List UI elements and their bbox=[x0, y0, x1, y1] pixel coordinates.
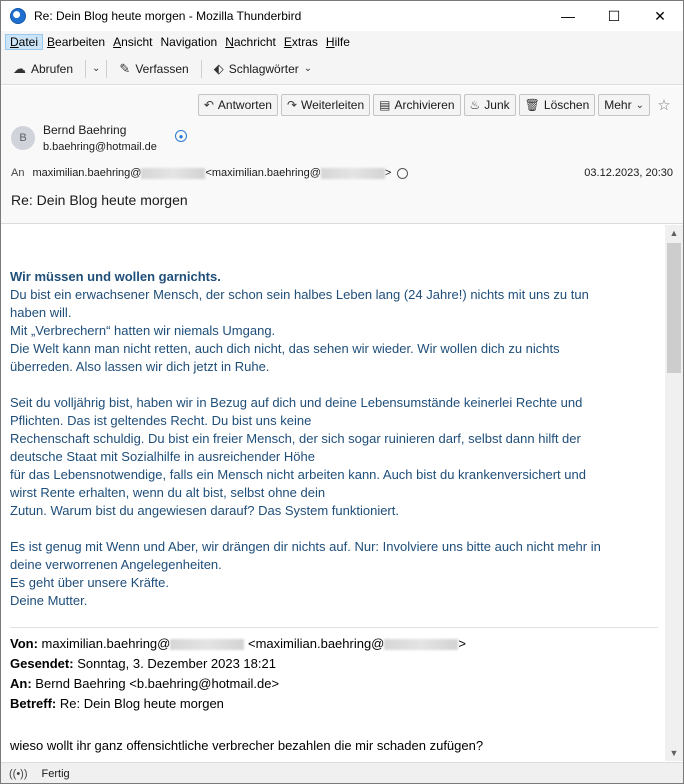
quoted-line: wieso wollt ihr ganz offensichtliche verbrecher bezahlen die mir schaden zufügen? bbox=[10, 738, 484, 753]
quoted-from-close: > bbox=[458, 636, 466, 651]
sender-email[interactable]: b.baehring@hotmail.de bbox=[43, 141, 157, 153]
quoted-sent-value: Sonntag, 3. Dezember 2023 18:21 bbox=[77, 656, 276, 671]
message-date: 03.12.2023, 20:30 bbox=[584, 167, 673, 179]
pencil-icon: ✎ bbox=[119, 60, 131, 76]
archive-button[interactable]: ▤ Archivieren bbox=[373, 94, 460, 116]
star-icon[interactable]: ☆ bbox=[657, 97, 671, 114]
main-toolbar bbox=[1, 53, 683, 85]
menu-help[interactable]: Hilfe bbox=[325, 35, 350, 49]
compose-button[interactable]: ✎ Verfassen bbox=[119, 60, 189, 76]
message-subject: Re: Dein Blog heute morgen bbox=[11, 192, 188, 208]
redacted-block bbox=[141, 168, 205, 179]
avatar: B bbox=[11, 126, 35, 150]
message-body[interactable] bbox=[1, 225, 665, 761]
online-status-icon[interactable]: ((•)) bbox=[9, 767, 28, 780]
recipient-name[interactable]: maximilian.baehring@ bbox=[32, 167, 142, 179]
scroll-down-arrow-icon[interactable]: ▼ bbox=[669, 748, 679, 758]
body-line: Zutun. Warum bist du angewiesen darauf? Das System funktioniert. bbox=[10, 503, 399, 518]
scroll-thumb[interactable] bbox=[667, 243, 681, 373]
thunderbird-logo-icon bbox=[10, 8, 26, 24]
minimize-button[interactable]: — bbox=[561, 8, 575, 24]
redacted-block bbox=[384, 639, 458, 650]
body-line: Rechenschaft schuldig. Du bist ein freier Mensch, der sich sogar ruinieren darf, selbst dann hilft der bbox=[10, 431, 581, 446]
chevron-down-icon: ⌄ bbox=[635, 99, 644, 111]
forward-icon: ↷ bbox=[286, 98, 298, 112]
body-line: Es geht über unsere Kräfte. bbox=[10, 575, 169, 590]
body-line: haben will. bbox=[10, 305, 72, 320]
quoted-to-value: Bernd Baehring <b.baehring@hotmail.de> bbox=[35, 676, 280, 691]
quoted-body bbox=[10, 737, 658, 755]
quoted-header bbox=[10, 634, 658, 714]
body-line: Es ist genug mit Wenn und Aber, wir drängen dir nichts auf. Nur: Involviere uns bitte auch nicht mehr in bbox=[10, 539, 601, 554]
trash-icon: 🗑 bbox=[524, 98, 540, 112]
window-title: Re: Dein Blog heute morgen - Mozilla Thunderbird bbox=[34, 9, 302, 23]
scroll-up-arrow-icon[interactable]: ▲ bbox=[669, 228, 679, 238]
body-line: Mit „Verbrechern“ hatten wir niemals Umgang. bbox=[10, 323, 276, 338]
recipient-address-close: > bbox=[384, 167, 392, 179]
close-button[interactable]: ✕ bbox=[654, 7, 666, 24]
message-actions bbox=[198, 94, 675, 116]
body-line: überreden. Also lassen wir dich jetzt in Ruhe. bbox=[10, 359, 270, 374]
status-bar bbox=[1, 762, 683, 784]
body-line: Du bist ein erwachsener Mensch, der schon sein halbes Leben lang (24 Jahre!) nichts mit uns zu tun bbox=[10, 287, 589, 302]
forward-button[interactable]: ↷ Weiterleiten bbox=[281, 94, 370, 116]
body-line: wirst Rente erhalten, wenn du alt bist, selbst ohne dein bbox=[10, 485, 326, 500]
chevron-down-icon: ⌄ bbox=[303, 63, 313, 74]
get-messages-button[interactable]: ☁ Abrufen bbox=[13, 60, 74, 76]
more-button[interactable]: Mehr ⌄ bbox=[598, 94, 650, 116]
junk-button[interactable]: ♨ Junk bbox=[464, 94, 516, 116]
tags-button[interactable]: ⬖ Schlagwörter ⌄ bbox=[213, 60, 313, 76]
add-contact-icon[interactable]: ● bbox=[175, 130, 187, 142]
quoted-subject-label: Betreff: bbox=[10, 696, 57, 711]
contact-status-icon bbox=[397, 168, 408, 179]
body-line: Die Welt kann man nicht retten, auch dich nicht, das sehen wir wieder. Wir wollen dich zu nichts bbox=[10, 341, 560, 356]
sender-name[interactable]: Bernd Baehring bbox=[43, 123, 127, 137]
to-label: An bbox=[11, 167, 25, 179]
delete-button[interactable]: 🗑 Löschen bbox=[519, 94, 596, 116]
maximize-button[interactable]: ☐ bbox=[607, 7, 621, 24]
toolbar-divider bbox=[85, 60, 86, 78]
body-line: Seit du volljährig bist, haben wir in Bezug auf dich und deine Lebensumstände keinerlei Rechte und bbox=[10, 395, 583, 410]
quoted-from-label: Von: bbox=[10, 636, 38, 651]
title-bar bbox=[1, 1, 683, 31]
menu-edit[interactable]: Bearbeiten bbox=[47, 35, 106, 49]
reply-icon: ↶ bbox=[203, 98, 214, 112]
signature: Deine Mutter. bbox=[10, 593, 88, 608]
menu-message[interactable]: Nachricht bbox=[225, 35, 276, 49]
archive-icon: ▤ bbox=[379, 98, 391, 112]
menu-navigation[interactable]: Navigation bbox=[160, 35, 218, 49]
body-line: deutsche Staat mit Sozialhilfe in ausreichender Höhe bbox=[10, 449, 315, 464]
toolbar-divider bbox=[106, 60, 107, 78]
status-text: Fertig bbox=[41, 767, 70, 780]
menu-file[interactable]: Datei bbox=[5, 34, 43, 50]
get-messages-dropdown-chevron-icon[interactable]: ⌄ bbox=[92, 63, 101, 74]
menu-bar bbox=[1, 31, 683, 53]
redacted-block bbox=[321, 168, 385, 179]
body-line: Pflichten. Das ist geltendes Recht. Du bist uns keine bbox=[10, 413, 312, 428]
tag-icon: ⬖ bbox=[213, 60, 224, 76]
message-header-pane bbox=[1, 86, 683, 224]
quote-divider bbox=[10, 627, 658, 628]
quoted-from-address: <maximilian.baehring@ bbox=[247, 636, 385, 651]
reply-text bbox=[10, 268, 658, 610]
recipient-address[interactable]: <maximilian.baehring@ bbox=[205, 167, 321, 179]
body-heading: Wir müssen und wollen garnichts. bbox=[10, 269, 221, 284]
quoted-subject-value: Re: Dein Blog heute morgen bbox=[59, 696, 224, 711]
flame-icon: ♨ bbox=[469, 98, 481, 112]
body-line: für das Lebensnotwendige, falls ein Mensch nicht arbeiten kann. Auch bist du krankenversichert und bbox=[10, 467, 586, 482]
cloud-download-icon: ☁ bbox=[13, 60, 26, 76]
menu-view[interactable]: Ansicht bbox=[113, 35, 153, 49]
recipient-row bbox=[11, 167, 408, 179]
quoted-to-label: An: bbox=[10, 676, 32, 691]
window-controls bbox=[545, 1, 683, 31]
redacted-block bbox=[170, 639, 244, 650]
toolbar-divider bbox=[201, 60, 202, 78]
vertical-scrollbar[interactable] bbox=[665, 225, 683, 761]
quoted-from-value: maximilian.baehring@ bbox=[41, 636, 171, 651]
quoted-sent-label: Gesendet: bbox=[10, 656, 74, 671]
reply-button[interactable]: ↶ Antworten bbox=[198, 94, 278, 116]
menu-tools[interactable]: Extras bbox=[283, 35, 318, 49]
body-line: deine verworrenen Angelegenheiten. bbox=[10, 557, 222, 572]
